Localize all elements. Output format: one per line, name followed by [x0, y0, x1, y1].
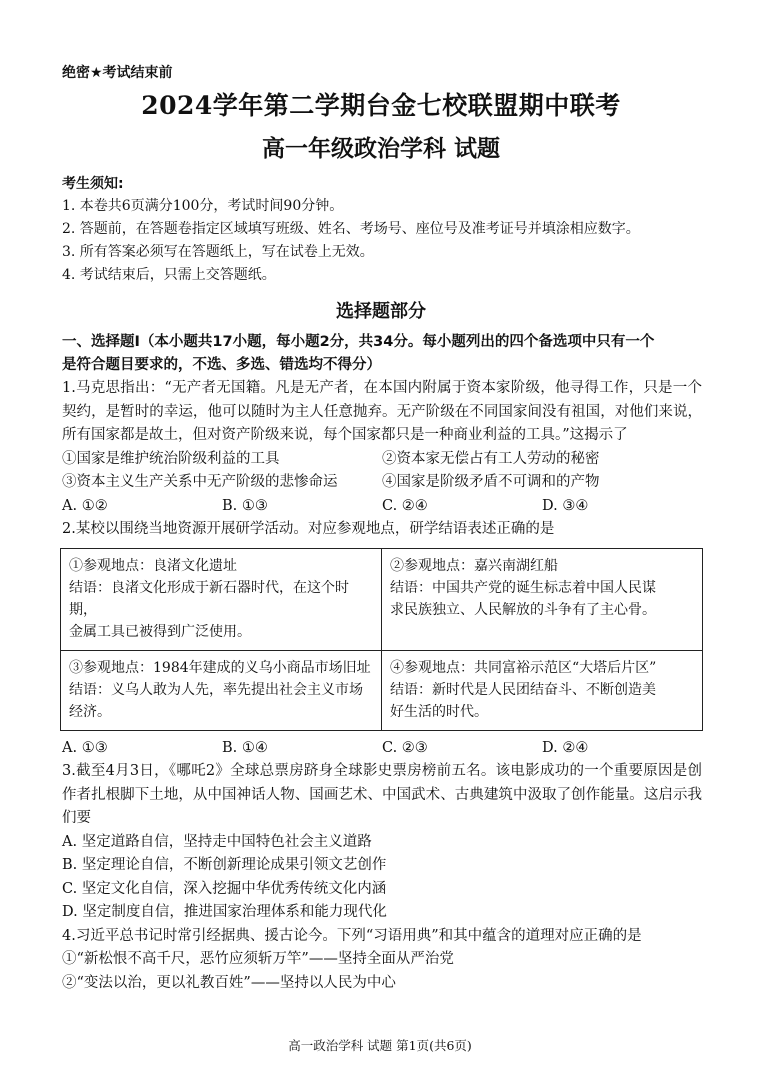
question-1-statements — [62, 448, 702, 495]
site-conclusion: 经济。 — [69, 703, 111, 720]
site-cell — [382, 548, 703, 650]
question-1-stem: 1.马克思指出：“无产者无国籍。凡是无产者，在本国内附属于资本家阶级，他寻得工作，只是一个契约，是暂时的幸运，他可以随时为主人任意抛弃。无产阶级在不同国家间没有祖国，对他们来说，所有国家都是故土，但对资产阶级来说，每个国家都只是一种商业利益的工具。”这揭示了 — [62, 380, 702, 443]
notice-heading: 考生须知: — [62, 176, 124, 192]
notice-item: 2. 答题前，在答题卷指定区域填写班级、姓名、考场号、座位号及准考证号并填涂相应数字。 — [62, 221, 640, 237]
question-1-choices — [62, 495, 702, 519]
section-heading-line: 一、选择题Ⅰ（本小题共17小题，每小题2分，共34分。每小题列出的四个备选项中只有一个 — [62, 334, 655, 350]
exam-subtitle: 高一年级政治学科 试题 — [261, 135, 500, 162]
notice-item: 4. 考试结束后，只需上交答题纸。 — [62, 267, 276, 283]
question-3-stem: 3.截至4月3日，《哪吒2》全球总票房跻身全球影史票房榜前五名。该电影成功的一个重要原因是创作者扎根脚下土地，从中国神话人物、国画艺术、中国武术、古典建筑中汲取了创作能量。这启示我们要 — [62, 763, 702, 826]
statement-item: ①国家是维护统治阶级利益的工具 — [62, 450, 280, 467]
question-2-choices — [62, 737, 702, 761]
statement-item: ②“变法以治，更以礼教百姓”——坚持以人民为中心 — [62, 974, 396, 991]
site-name: ④参观地点：共同富裕示范区“大塔后片区” — [390, 659, 657, 676]
choice-d: D. ③④ — [542, 497, 589, 514]
choice-a: A. ①③ — [62, 739, 108, 756]
site-conclusion: 金属工具已被得到广泛使用。 — [69, 623, 251, 640]
question-4-stem: 4.习近平总书记时常引经据典、援古论今。下列“习语用典”和其中蕴含的道理对应正确的是 — [62, 927, 642, 944]
site-cell — [61, 548, 382, 650]
choice-a: A. 坚定道路自信，坚持走中国特色社会主义道路 — [62, 833, 372, 850]
choice-c: C. ②③ — [382, 739, 428, 756]
statement-item: ①“新松恨不高千尺，恶竹应须斩万竿”——坚持全面从严治党 — [62, 951, 454, 967]
choice-d: D. ②④ — [542, 739, 589, 756]
section-title: 选择题部分 — [336, 301, 426, 322]
site-name: ①参观地点：良渚文化遗址 — [69, 557, 237, 574]
site-conclusion: 结语：义乌人敢为人先，率先提出社会主义市场 — [69, 681, 363, 698]
site-cell — [61, 650, 382, 730]
site-conclusion: 结语：中国共产党的诞生标志着中国人民谋 — [390, 579, 656, 596]
statement-item: ③资本主义生产关系中无产阶级的悲惨命运 — [62, 474, 338, 490]
site-conclusion: 求民族独立、人民解放的斗争有了主心骨。 — [390, 601, 656, 618]
choice-a: A. ①② — [62, 497, 108, 514]
site-conclusion: 好生活的时代。 — [390, 703, 488, 720]
choice-b: B. ①④ — [222, 739, 268, 756]
choice-b: B. 坚定理论自信，不断创新理论成果引领文艺创作 — [62, 857, 387, 873]
site-name: ②参观地点：嘉兴南湖红船 — [390, 557, 558, 574]
statement-item: ④国家是阶级矛盾不可调和的产物 — [382, 474, 600, 490]
confidential-mark: 绝密★考试结束前 — [62, 65, 173, 81]
site-conclusion: 结语：新时代是人民团结奋斗、不断创造美 — [390, 681, 656, 698]
section-heading-line: 是符合题目要求的，不选、多选、错选均不得分） — [62, 357, 381, 373]
choice-b: B. ①③ — [222, 497, 268, 514]
question-2-stem: 2.某校以围绕当地资源开展研学活动。对应参观地点，研学结语表述正确的是 — [62, 521, 555, 537]
notice-item: 3. 所有答案必须写在答题纸上，写在试卷上无效。 — [62, 244, 374, 260]
site-conclusion: 结语：良渚文化形成于新石器时代，在这个时期， — [69, 579, 349, 618]
page-footer: 高一政治学科 试题 第1页(共6页) — [288, 1038, 472, 1053]
statement-item: ②资本家无偿占有工人劳动的秘密 — [382, 450, 600, 467]
choice-c: C. 坚定文化自信，深入挖掘中华优秀传统文化内涵 — [62, 880, 387, 897]
site-cell — [382, 650, 703, 730]
notice-item: 1. 本卷共6页满分100分，考试时间90分钟。 — [62, 198, 344, 214]
study-site-table — [60, 548, 703, 731]
choice-c: C. ②④ — [382, 497, 428, 514]
exam-title: 2024学年第二学期台金七校联盟期中联考 — [141, 91, 621, 120]
choice-d: D. 坚定制度自信，推进国家治理体系和能力现代化 — [62, 904, 387, 920]
site-name: ③参观地点：1984年建成的义乌小商品市场旧址 — [69, 659, 371, 676]
